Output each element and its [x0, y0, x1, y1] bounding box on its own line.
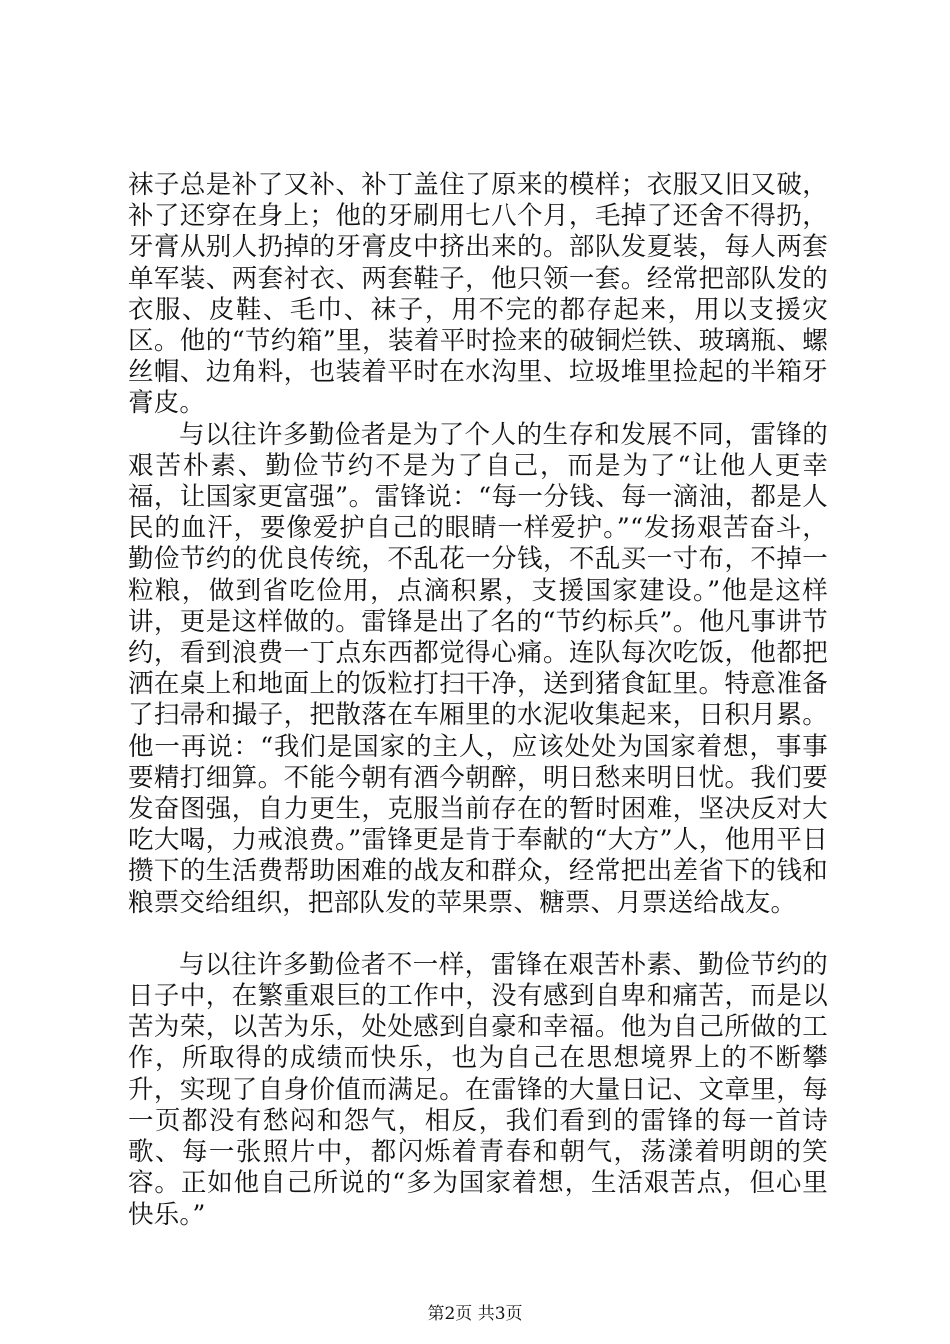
paragraph-happiness: 与以往许多勤俭者不一样，雷锋在艰苦朴素、勤俭节约的日子中，在繁重艰巨的工作中，没有感到自卑和痛苦，而是以苦为荣，以苦为乐，处处感到自豪和幸福。他为自己所做的工作，所取得的成绩而快乐，也为自己在思想境界上的不断攀升，实现了自身价值而满足。在雷锋的大量日记、文章里，每一页都没有愁闷和怨气，相反，我们看到的雷锋的每一首诗歌、每一张照片中，都闪烁着青春和朝气，荡漾着明朗的笑容。正如他自己所说的“多为国家着想，生活艰苦点，但心里快乐。”: [128, 949, 828, 1230]
page-footer: 第2页 共3页: [427, 1304, 523, 1324]
document-body: [128, 170, 828, 1231]
paragraph-spacer: [128, 919, 828, 950]
paragraph-frugality-purpose: 与以往许多勤俭者是为了个人的生存和发展不同，雷锋的艰苦朴素、勤俭节约不是为了自己，而是为了“让他人更幸福，让国家更富强”。雷锋说：“每一分钱、每一滴油，都是人民的血汗，要像爱护自己的眼睛一样爱护。”“发扬艰苦奋斗，勤俭节约的优良传统，不乱花一分钱，不乱买一寸布，不掉一粒粮，做到省吃俭用，点滴积累，支援国家建设。”他是这样讲，更是这样做的。雷锋是出了名的“节约标兵”。他凡事讲节约，看到浪费一丁点东西都觉得心痛。连队每次吃饭，他都把洒在桌上和地面上的饭粒打扫干净，送到猪食缸里。特意准备了扫帚和撮子，把散落在车厢里的水泥收集起来，日积月累。他一再说：“我们是国家的主人，应该处处为国家着想，事事要精打细算。不能今朝有酒今朝醉，明日愁来明日忧。我们要发奋图强，自力更生，克服当前存在的暂时困难，坚决反对大吃大喝，力戒浪费。”雷锋更是肯于奉献的“大方”人，他用平日攒下的生活费帮助困难的战友和群众，经常把出差省下的钱和粮票交给组织，把部队发的苹果票、糖票、月票送给战友。: [128, 419, 828, 918]
paragraph-continued: 袜子总是补了又补、补丁盖住了原来的模样；衣服又旧又破，补了还穿在身上；他的牙刷用七八个月，毛掉了还舍不得扔，牙膏从别人扔掉的牙膏皮中挤出来的。部队发夏装，每人两套单军装、两套衬衣、两套鞋子，他只领一套。经常把部队发的衣服、皮鞋、毛巾、袜子，用不完的都存起来，用以支援灾区。他的“节约箱”里，装着平时捡来的破铜烂铁、玻璃瓶、螺丝帽、边角料，也装着平时在水沟里、垃圾堆里捡起的半箱牙膏皮。: [128, 170, 828, 419]
